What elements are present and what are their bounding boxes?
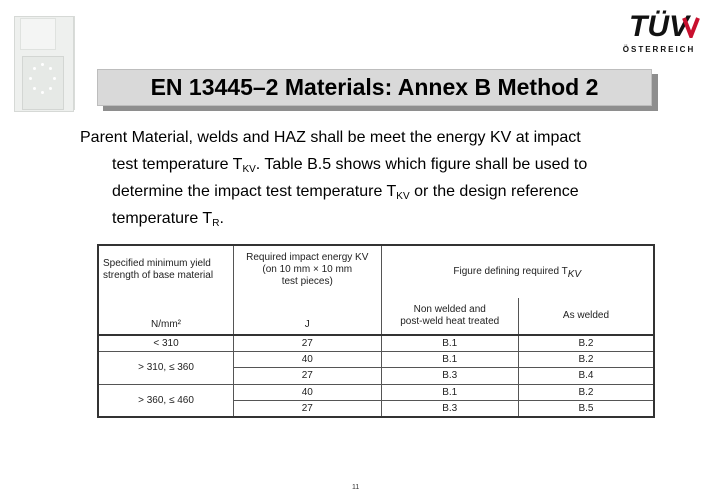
cell-aswelded: B.2: [518, 384, 654, 400]
cell-nonwelded: B.3: [381, 368, 518, 384]
cell-nonwelded: B.1: [381, 351, 518, 367]
table-row: [98, 384, 654, 400]
cell-nonwelded: B.3: [381, 401, 518, 418]
table-row: [98, 351, 654, 367]
logo-mark: TÜV: [629, 10, 689, 43]
page-number: 11: [352, 484, 360, 491]
unit-yield: N/mm²: [98, 298, 234, 335]
header-aswelded: As welded: [518, 298, 654, 335]
cell-energy: 27: [234, 401, 381, 418]
cell-energy: 40: [234, 351, 381, 367]
cell-aswelded: B.5: [518, 401, 654, 418]
cell-aswelded: B.2: [518, 351, 654, 367]
para-line-1: Parent Material, welds and HAZ shall be meet the energy KV at impact: [80, 129, 581, 146]
header-energy: Required impact energy KV (on 10 mm × 10 mm test pieces): [234, 245, 381, 298]
cell-aswelded: B.4: [518, 368, 654, 384]
cell-yield: < 310: [98, 335, 234, 351]
header-yield: Specified minimum yield strength of base material: [98, 245, 234, 298]
slide-title: EN 13445–2 Materials: Annex B Method 2: [150, 74, 599, 100]
logo-check-icon: [682, 14, 700, 38]
cell-energy: 27: [234, 368, 381, 384]
tuv-logo: [614, 12, 704, 54]
body-paragraph: [80, 124, 680, 232]
logo-subtitle: ÖSTERREICH: [622, 45, 696, 54]
para-line-2: test temperature $T_{KV}$. Table B.5 shows which figure shall be used to: [112, 156, 588, 175]
cell-yield: > 360, ≤ 460: [98, 384, 234, 417]
title-bar: [97, 69, 652, 106]
divider-line: [74, 16, 75, 110]
header-figure: Figure defining required $T_{KV}$: [381, 245, 654, 298]
table-row: [98, 335, 654, 351]
para-line-4: temperature $T_R$.: [112, 210, 224, 229]
unit-energy: J: [234, 298, 381, 335]
cell-aswelded: B.2: [518, 335, 654, 351]
header-nonwelded: Non welded and post-weld heat treated: [381, 298, 518, 335]
para-line-3: determine the impact test temperature $T_{KV}$ or the design reference: [112, 183, 579, 202]
cell-nonwelded: B.1: [381, 384, 518, 400]
cell-yield: > 310, ≤ 360: [98, 351, 234, 384]
flag-graphic: [20, 18, 56, 50]
cell-nonwelded: B.1: [381, 335, 518, 351]
cell-energy: 27: [234, 335, 381, 351]
eu-stars-graphic: [22, 56, 64, 110]
impact-table: [97, 244, 655, 418]
cell-energy: 40: [234, 384, 381, 400]
